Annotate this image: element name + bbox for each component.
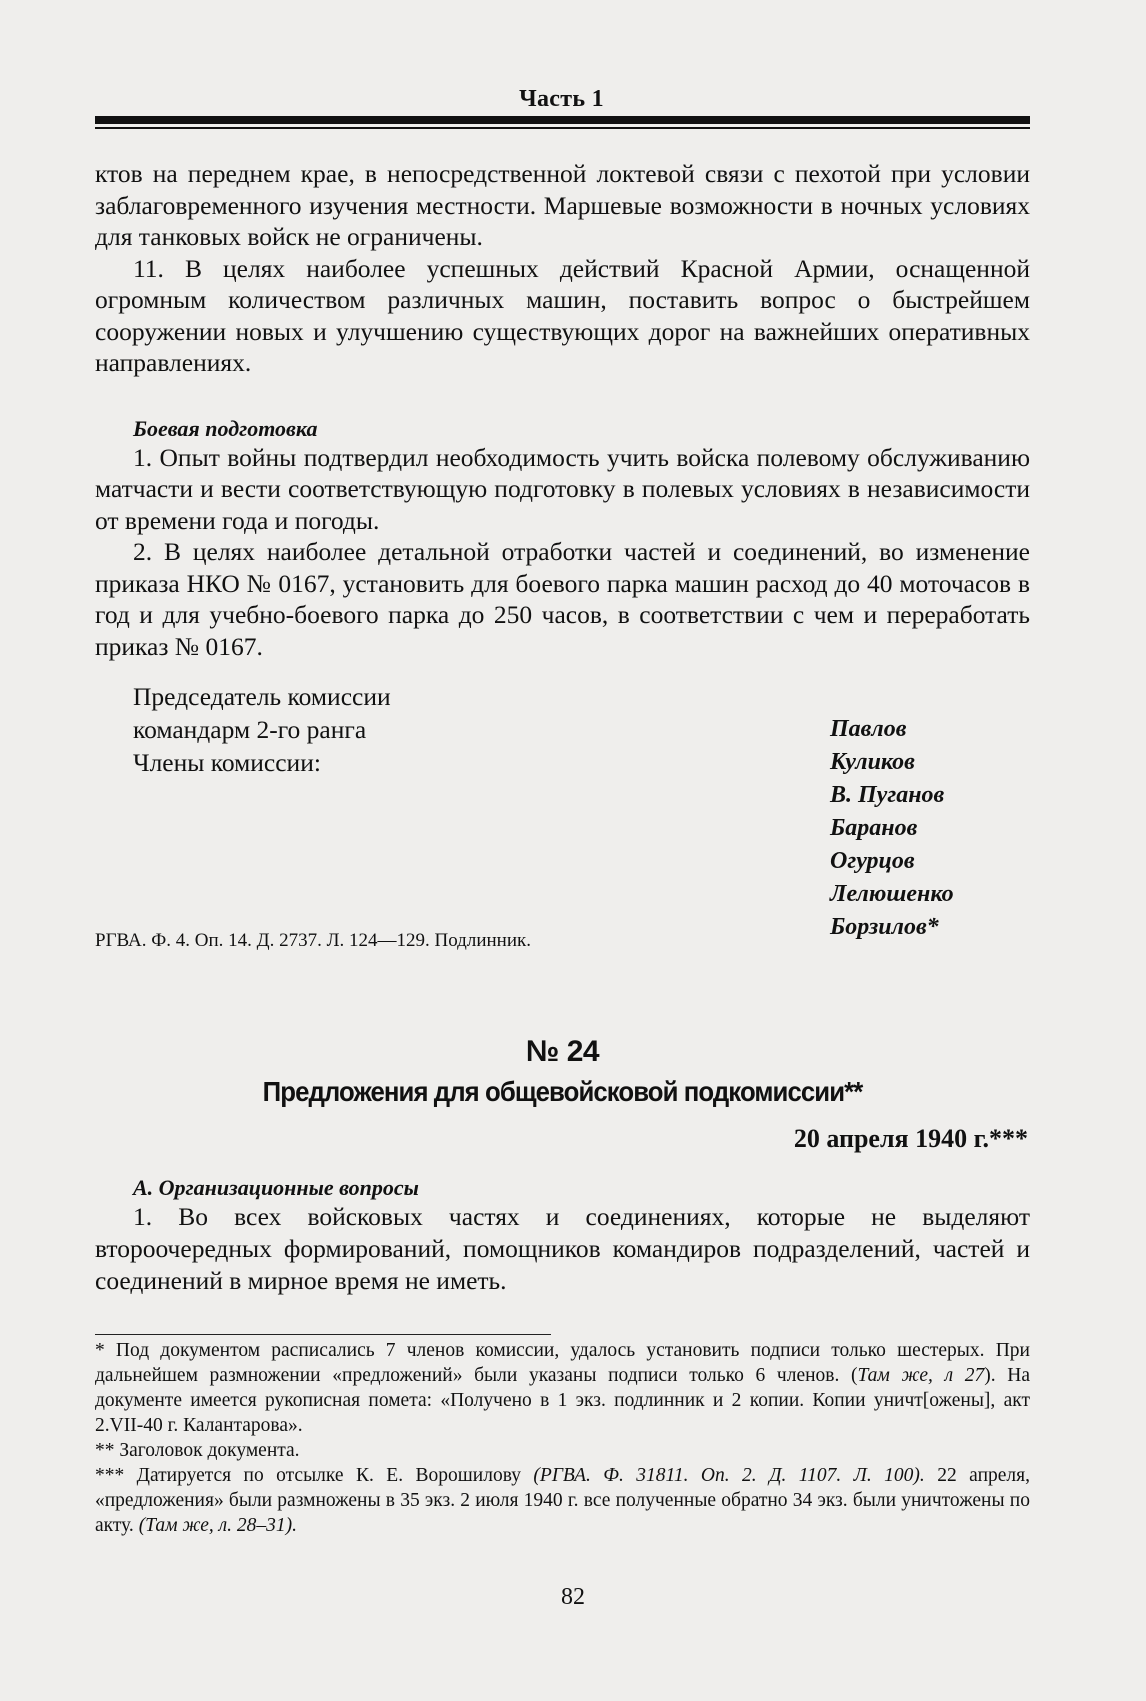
header-rule-thin [95,127,1030,129]
running-title: Часть 1 [519,86,604,112]
signatory-name: Лелюшенко [830,881,954,907]
document-title: Предложения для общевойсковой подкомиссии** [262,1076,863,1107]
section-a-heading: А. Организационные вопросы [133,1175,419,1200]
footnote-1: * Под документом расписались 7 членов комиссии, удалось установить подписи только шестерых. При дальнейшем размножении «предложений» были указаны подписи только 6 членов. (Там же, л 27). На документе имеется рукописная помета: «Получено в 1 экз. подлинник и 2 копии. Копии уничт[ожены], акт 2.VII-40 г. Калантарова». [95,1340,1030,1436]
archive-reference: РГВА. Ф. 4. Оп. 14. Д. 2737. Л. 124—129. Подлинник. [95,930,531,951]
footnotes [95,1338,1030,1538]
signatory-name: Борзилов* [830,914,939,940]
section-a-paragraph-1: 1. Во всех войсковых частях и соединениях, которые не выделяют второочередных формирований, помощников командиров подразделений, частей и соединений в мирное время не иметь. [95,1202,1030,1295]
footnote-3: *** Датируется по отсылке К. Е. Ворошилову (РГВА. Ф. 31811. Оп. 2. Д. 1107. Л. 100). 22 апреля, «предложения» были размножены в 35 экз. 2 июля 1940 г. все полученные обратно 34 экз. были уничтожены по акту. (Там же, л. 28–31). [95,1465,1030,1536]
combat-training-paragraph-2: 2. В целях наиболее детальной отработки частей и соединений, во изменение приказа НКО № 0167, установить для боевого парка машин расход до 40 моточасов в год и для учебно-боевого парка до 250 часов, в соответствии с чем и переработать приказ № 0167. [95,537,1030,661]
header-rule-thick [95,116,1030,124]
signatory-name: Баранов [830,815,918,841]
footnote-rule [95,1334,551,1335]
signature-block [95,680,1030,940]
footnote-2: ** Заголовок документа. [95,1440,300,1461]
main-text [95,158,1030,940]
signatory-name: В. Пуганов [830,782,945,808]
section-a-text [95,1201,1030,1297]
chair-label-1: Председатель комиссии [133,682,391,711]
paragraph-continuation: ктов на переднем крае, в непосредственной локтевой связи с пехотой при условии заблаговременного изучения местности. Маршевые возможности в ночных условиях для танковых войск не ограничены. [95,159,1030,251]
chair-label-2: командарм 2-го ранга [133,715,367,744]
signatory-name: Огурцов [830,848,915,874]
paragraph-11: 11. В целях наиболее успешных действий Красной Армии, оснащенной огромным количеством различных машин, поставить вопрос о быстрейшем сооружении новых и улучшению существующих дорог на важнейших оперативных направлениях. [95,253,1030,377]
document-date: 20 апреля 1940 г.*** [793,1124,1028,1153]
page-number: 82 [561,1584,585,1610]
document-number: № 24 [525,1035,600,1068]
signatory-name: Павлов [830,716,907,742]
members-label: Члены комиссии: [133,748,321,777]
signatory-names [830,713,954,944]
signatory-name: Куликов [830,749,915,775]
combat-training-heading: Боевая подготовка [133,415,318,441]
combat-training-paragraph-1: 1. Опыт войны подтвердил необходимость учить войска полевому обслуживанию матчасти и вести соответствующую подготовку в полевых условиях в независимости от времени года и погоды. [95,442,1030,535]
